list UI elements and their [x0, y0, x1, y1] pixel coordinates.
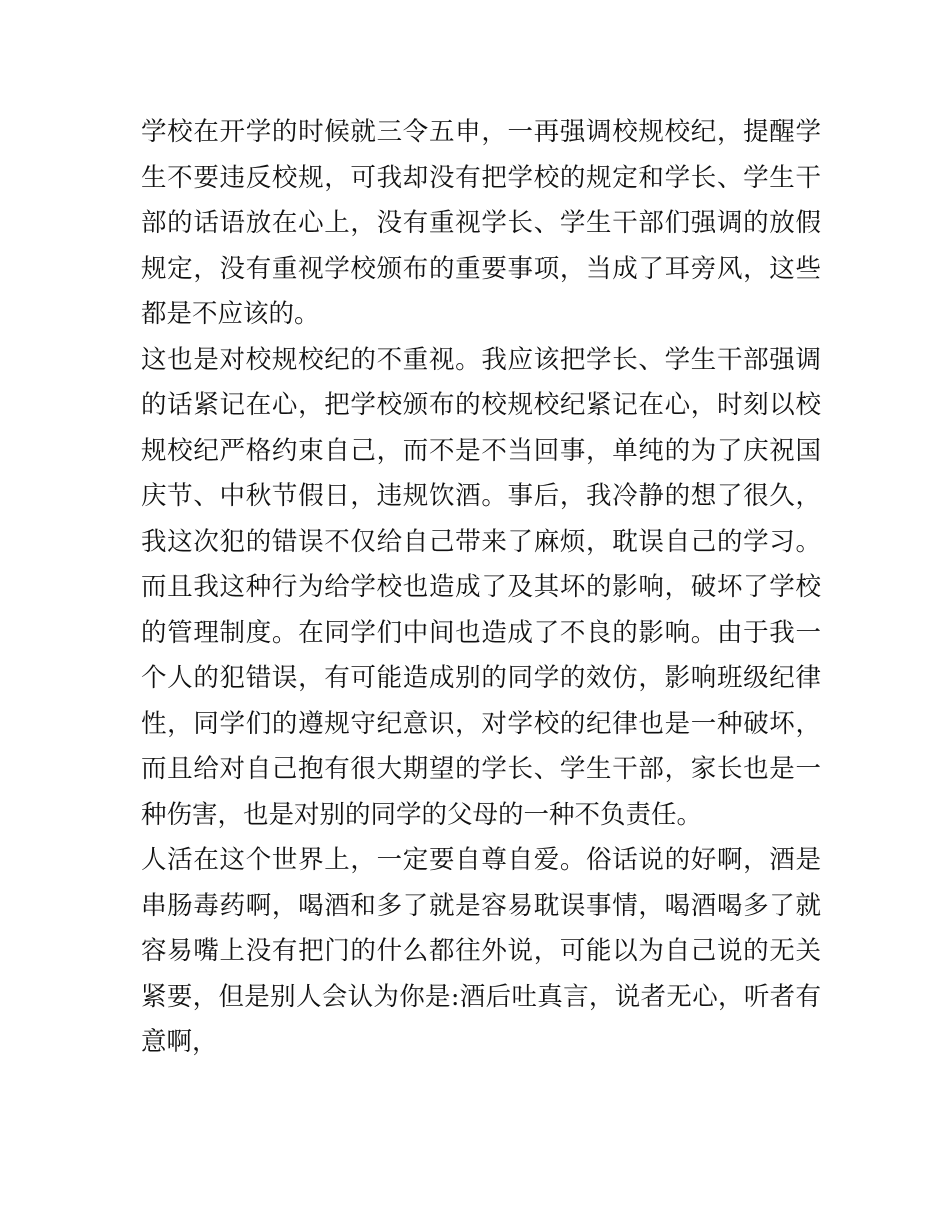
paragraph-3: 人活在这个世界上，一定要自尊自爱。俗话说的好啊，酒是串肠毒药啊，喝酒和多了就是容易耽误事情，喝酒喝多了就容易嘴上没有把门的什么都往外说，可能以为自己说的无关紧要，但是别人会认为你是:酒后吐真言，说者无心，听者有意啊，: [141, 845, 821, 1057]
document-body: [141, 110, 821, 1066]
paragraph-1: 学校在开学的时候就三令五申，一再强调校规校纪，提醒学生不要违反校规，可我却没有把学校的规定和学长、学生干部的话语放在心上，没有重视学长、学生干部们强调的放假规定，没有重视学校颁布的重要事项，当成了耳旁风，这些都是不应该的。: [141, 117, 821, 329]
paragraph-2: 这也是对校规校纪的不重视。我应该把学长、学生干部强调的话紧记在心，把学校颁布的校规校纪紧记在心，时刻以校规校纪严格约束自己，而不是不当回事，单纯的为了庆祝国庆节、中秋节假日，违规饮酒。事后，我冷静的想了很久，我这次犯的错误不仅给自己带来了麻烦，耽误自己的学习。而且我这种行为给学校也造成了及其坏的影响，破坏了学校的管理制度。在同学们中间也造成了不良的影响。由于我一个人的犯错误，有可能造成别的同学的效仿，影响班级纪律性，同学们的遵规守纪意识，对学校的纪律也是一种破坏，而且给对自己抱有很大期望的学长、学生干部，家长也是一种伤害，也是对别的同学的父母的一种不负责任。: [141, 344, 821, 830]
